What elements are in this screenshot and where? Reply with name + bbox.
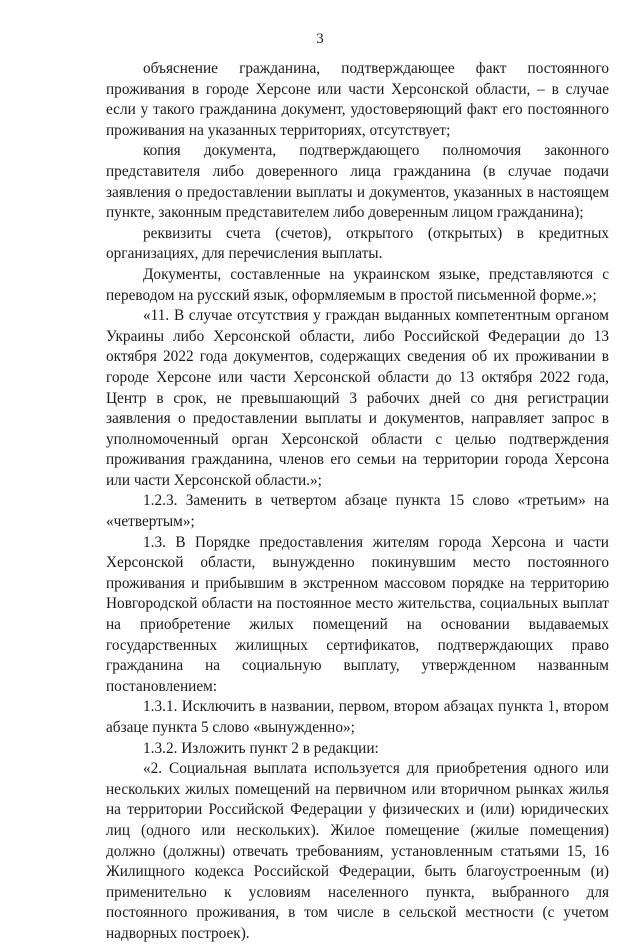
paragraph: «2. Социальная выплата используется для приобретения одного или нескольких жилых помещений на первичном или вторичном рынках жилья на территории Российской Федерации у физических и (или) юридических лиц (одного или нескольких). Жилое помещение (жилые помещения) должно (должны) отвечать требованиям, установленным статьями 15, 16 Жилищного кодекса Российской Федерации, быть благоустроенным (и) применительно к условиям населенного пункта, выбранного для постоянного проживания, в том числе в сельской местности (с учетом надворных построек). xyxy=(106,760,609,942)
paragraph: 1.3.1. Исключить в названии, первом, втором абзацах пункта 1, втором абзаце пункта 5 слово «вынужденно»; xyxy=(106,698,609,736)
paragraph: Документы, составленные на украинском языке, представляются с переводом на русский язык, оформляемым в простой письменной форме.»; xyxy=(106,265,609,304)
paragraph: реквизиты счета (счетов), открытого (открытых) в кредитных организациях, для перечисления выплаты. xyxy=(106,224,609,263)
paragraph: 1.2.3. Заменить в четвертом абзаце пункта 15 слово «третьим» на «четвертым»; xyxy=(106,492,609,531)
paragraph: объяснение гражданина, подтверждающее факт постоянного проживания в городе Херсоне или части Херсонской области, – в случае если у такого гражданина документ, удостоверяющий факт его постоянного проживания на указанных территориях, отсутствует; xyxy=(106,60,609,139)
paragraph: 1.3. В Порядке предоставления жителям города Херсона и части Херсонской области, вынужденно покинувшим место постоянного проживания и прибывшим в экстренном массовом порядке на территорию Новгородской области на постоянное место жительства, социальных выплат на приобретение жилых помещений на основании выдаваемых государственных жилищных сертификатов, подтверждающих право гражданина на социальную выплату, утвержденном названным постановлением: xyxy=(106,533,609,695)
page-number: 3 xyxy=(316,31,324,47)
paragraph: копия документа, подтверждающего полномочия законного представителя либо доверенного лица гражданина (в случае подачи заявления о предоставлении выплаты и документов, указанных в настоящем пункте, законным представителем либо доверенным лицом гражданина); xyxy=(106,142,609,222)
paragraph: «11. В случае отсутствия у граждан выданных компетентным органом Украины либо Херсонской области, либо Российской Федерации до 13 октября 2022 года документов, содержащих сведения об их проживании в городе Херсоне или части Херсонской области до 13 октября 2022 года, Центр в срок, не превышающий 3 рабочих дней со дня регистрации заявления о предоставлении выплаты и документов, направляет запрос в уполномоченный орган Херсонской области с целью подтверждения проживания гражданина, членов его семьи на территории города Херсона или части Херсонской области.»; xyxy=(106,307,609,489)
document-body xyxy=(106,59,609,945)
paragraph: 1.3.2. Изложить пункт 2 в редакции: xyxy=(143,739,379,757)
